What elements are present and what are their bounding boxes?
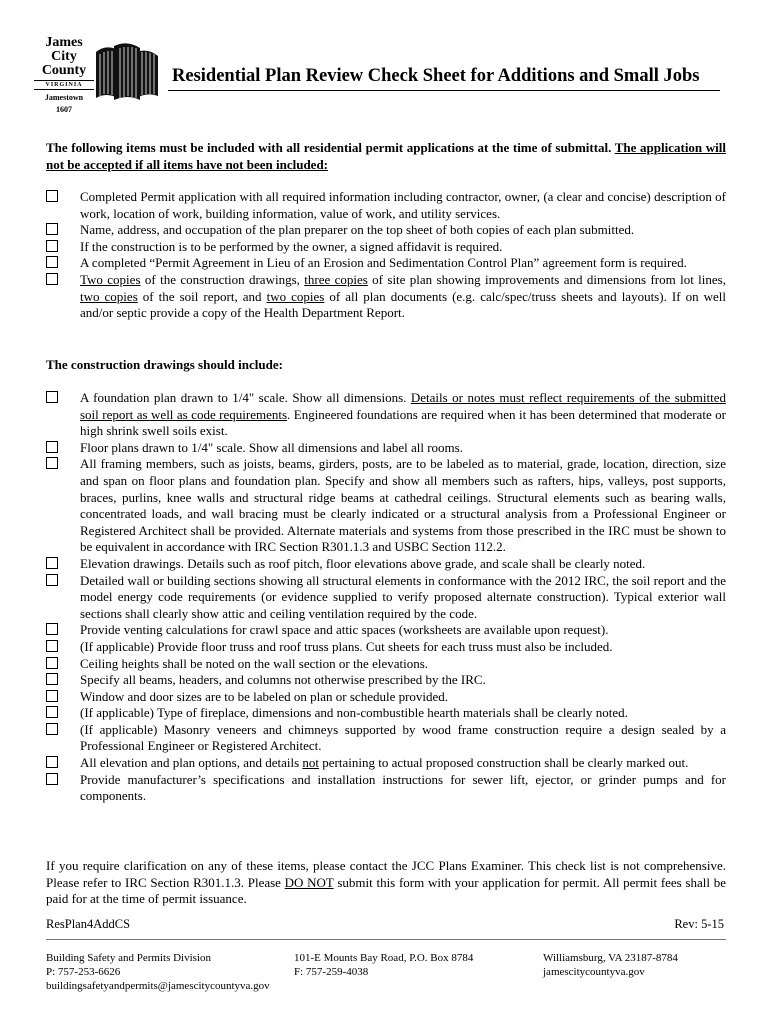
checklist-item-text [80,440,463,455]
checklist-item [46,456,726,556]
item-text: If you require clarification on any of these items, please contact the JCC Plans Examiner. This check list is not comprehensive. Please refer to IRC Section R301.1.3. Please [46,858,726,890]
closing-paragraph [46,858,726,908]
checklist-item-text [80,722,726,754]
intro-statement: The following items must be included with all residential permit applications at the time of submittal. [46,140,615,155]
item-text: of the construction drawings, [140,271,305,287]
underlined-text: DO NOT [284,874,334,890]
submittal-checklist [46,189,726,322]
checklist-item-text [80,689,448,704]
checklist-item-text [80,656,428,671]
footer-city: Williamsburg, VA 23187-8784 [543,952,678,964]
item-text: (If applicable) Provide floor truss and roof truss plans. Cut sheets for each truss must also be included. [80,638,613,654]
checklist-item [46,755,726,772]
checklist-item-text [80,222,634,237]
checklist-item-text [80,390,726,438]
ship-sails-icon [92,42,160,106]
item-text: of site plan showing improvements and dimensions from lot lines, [367,271,726,287]
checklist-item-text [80,272,726,320]
checklist-item-text [80,189,726,221]
checkbox[interactable] [46,190,58,202]
checkbox[interactable] [46,690,58,702]
item-text: All elevation and plan options, and details [80,755,303,771]
intro-warning: The application will not be accepted if all items have not been included: [46,140,726,172]
item-text: of the soil report, and [137,288,267,304]
checkbox[interactable] [46,391,58,403]
item-text: Window and door sizes are to be labeled on plan or schedule provided. [80,688,449,704]
checklist-item [46,440,726,457]
footer-phone: P: 757-253-6626 [46,966,121,978]
checklist-item-text [80,772,726,804]
county-logo [30,34,162,126]
checklist-item-text [80,672,486,687]
checkbox[interactable] [46,441,58,453]
item-text: (If applicable) Type of fireplace, dimensions and non-combustible hearth materials shall be clearly noted. [80,705,628,721]
checkbox[interactable] [46,223,58,235]
item-text: A foundation plan drawn to 1/4" scale. Show all dimensions. [80,390,411,405]
checklist-item [46,772,726,805]
logo-line2: City [51,49,77,64]
item-text: Elevation drawings. Details such as roof pitch, floor elevations above grade, and scale shall be clearly noted. [80,555,646,571]
item-text: If the construction is to be performed by the owner, a signed affidavit is required. [80,238,503,254]
title-underline [168,90,720,91]
logo-jamestown: Jamestown [44,93,84,102]
item-text: A completed “Permit Agreement in Lieu of an Erosion and Sedimentation Control Plan” agreement form is required. [80,255,687,271]
underlined-text: two copies [266,288,325,304]
item-text: . Engineered foundations are required when it has been determined that moderate or high shrink swell soils exist. [80,406,727,439]
checkbox[interactable] [46,706,58,718]
checklist-item [46,656,726,673]
item-text: Detailed wall or building sections showing all structural elements in conformance with the 2012 IRC, the soil report and the model energy code requirements (or evidence supplied to verify proposed alternate construction). Typical exterior wall sections shall clearly show attic and ceiling ventilation required by the code. [80,572,726,621]
logo-state: VIRGINIA [34,80,94,90]
item-text: Floor plans drawn to 1/4" scale. Show all dimensions and label all rooms. [80,439,463,455]
checkbox[interactable] [46,673,58,685]
checkbox[interactable] [46,457,58,469]
footer-city-info [543,951,678,979]
footer-division-info [46,951,270,993]
footer-website: jamescitycountyva.gov [543,966,645,978]
footer-fax: F: 757-259-4038 [294,966,369,978]
item-text: of all plan documents (e.g. calc/spec/truss sheets and layouts). If on well and/or septic provide a copy of the Health Department Report. [80,288,726,321]
checklist-item [46,639,726,656]
item-text: (If applicable) Masonry veneers and chimneys supported by wood frame construction require a design sealed by a Professional Engineer or Registered Architect. [80,721,726,754]
checklist-item [46,239,726,256]
revision-label: Rev: 5-15 [674,917,724,931]
checklist-item-text [80,255,687,270]
checklist-item [46,705,726,722]
item-text: All framing members, such as joists, beams, girders, posts, are to be labeled as to material, grade, location, direction, size and span on floor plans and foundation plan. Specify and show all members such as rafters, hips, valleys, post supports, braces, purlins, knee walls and structural ridge beams at cathedral ceilings. Structural elements such as bearing walls, concentrated loads, and wall bracing must be clearly indicated or a structural analysis from a Professional Engineer or Registered Architect shall be provided. Alternate materials and systems from those prescribed in the IRC must be shown to be equivalent in accordance with IRC Section R301.1.3 and USBC Section 112.2. [80,456,726,555]
checkbox[interactable] [46,256,58,268]
checkbox[interactable] [46,273,58,285]
underlined-text: three copies [304,271,368,287]
checkbox[interactable] [46,557,58,569]
footer-address-info [294,951,473,979]
checkbox[interactable] [46,623,58,635]
checklist-item [46,722,726,755]
checkbox[interactable] [46,574,58,586]
item-text: pertaining to actual proposed construction shall be clearly marked out. [319,755,689,771]
footer-email: buildingsafetyandpermits@jamescitycountyva.gov [46,980,270,992]
checkbox[interactable] [46,723,58,735]
intro-paragraph [46,140,726,173]
checklist-item-text [80,755,688,770]
form-id: ResPlan4AddCS [46,917,131,931]
checkbox[interactable] [46,657,58,669]
checklist-item [46,689,726,706]
checklist-item [46,672,726,689]
drawings-checklist [46,390,726,805]
checklist-item [46,556,726,573]
item-text: submit this form with your application for permit. All permit fees shall be paid for at the time of permit issuance. [46,874,726,907]
checkbox[interactable] [46,756,58,768]
logo-text [34,36,94,114]
footer-address: 101-E Mounts Bay Road, P.O. Box 8784 [294,952,474,964]
logo-line1: James [45,35,83,50]
underlined-text: not [302,755,320,771]
checklist-item [46,222,726,239]
document-title: Residential Plan Review Check Sheet for Additions and Small Jobs [172,66,700,86]
section-heading: The construction drawings should include: [46,357,283,372]
underlined-text: Two copies [80,271,141,287]
checklist-item [46,622,726,639]
checklist-item [46,255,726,272]
item-text: Specify all beams, headers, and columns not otherwise prescribed by the IRC. [80,672,486,688]
item-text: Provide manufacturer’s specifications and installation instructions for sewer lift, ejector, or grinder pumps and for components. [80,771,726,804]
underlined-text: Details or notes must reflect requirements of the submitted soil report as well as code requirements [80,390,726,422]
checklist-item-text [80,639,613,654]
footer-divider [46,939,726,940]
logo-year: 1607 [56,105,72,114]
checkbox[interactable] [46,640,58,652]
logo-line3: County [41,63,87,78]
checklist-item-text [80,456,726,554]
checklist-item-text [80,239,502,254]
checklist-item-text [80,556,645,571]
checklist-item [46,390,726,440]
item-text: Completed Permit application with all required information including contractor, owner, (a clear and concise) description of work, location of work, building information, value of work, and utility services. [80,189,726,221]
item-text: Ceiling heights shall be noted on the wall section or the elevations. [80,655,429,671]
checklist-item [46,272,726,322]
item-text: Provide venting calculations for crawl space and attic spaces (worksheets are available upon request). [80,622,609,638]
checklist-item-text [80,573,726,621]
checkbox[interactable] [46,240,58,252]
checklist-item [46,189,726,222]
checkbox[interactable] [46,773,58,785]
underlined-text: two copies [80,288,138,304]
checklist-item [46,573,726,623]
checklist-item-text [80,705,628,720]
footer-division: Building Safety and Permits Division [46,952,211,964]
checklist-item-text [80,622,608,637]
item-text: Name, address, and occupation of the plan preparer on the top sheet of both copies of each plan submitted. [80,222,635,238]
